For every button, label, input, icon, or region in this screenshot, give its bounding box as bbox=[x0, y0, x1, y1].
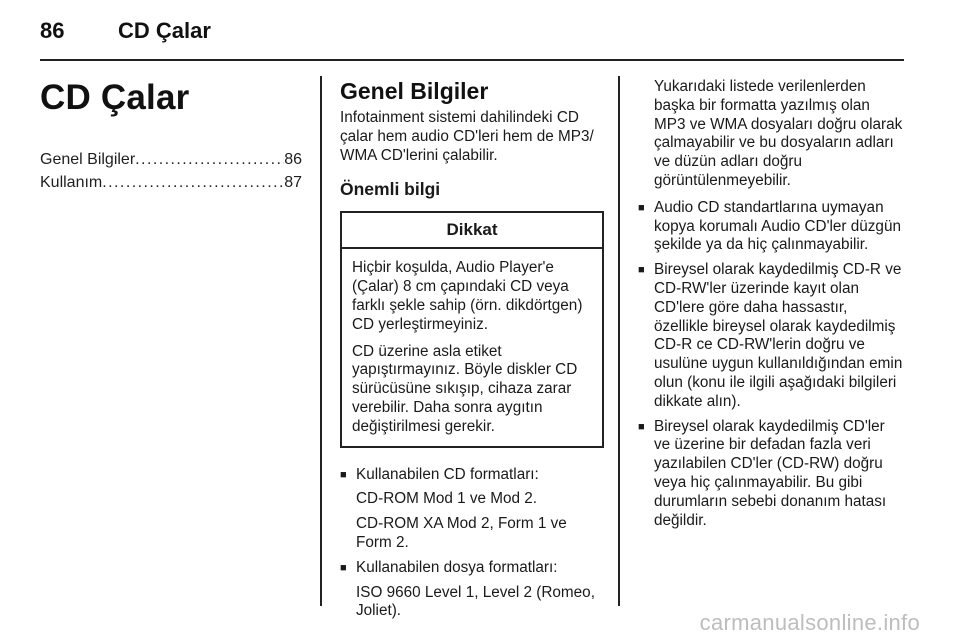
chapter-title: CD Çalar bbox=[40, 78, 190, 117]
bullet-icon: ■ bbox=[638, 201, 645, 214]
warning-body bbox=[342, 249, 602, 445]
list-subitem: ISO 9660 Level 1, Level 2 (Romeo, Joliet). bbox=[356, 583, 595, 620]
right-column bbox=[638, 78, 904, 536]
list-item-text: Kullanabilen CD formatları: bbox=[356, 465, 539, 483]
list-item bbox=[638, 199, 904, 255]
list-item bbox=[340, 559, 604, 578]
bullet-icon: ■ bbox=[340, 561, 347, 574]
warning-box bbox=[340, 211, 604, 447]
running-title: CD Çalar bbox=[118, 18, 211, 43]
toc-column bbox=[40, 78, 302, 194]
toc-entry[interactable] bbox=[40, 171, 302, 194]
toc-entry-label: Genel Bilgiler bbox=[40, 151, 136, 168]
toc-entry-page: 87 bbox=[284, 174, 302, 191]
toc-entry-page: 86 bbox=[284, 151, 302, 168]
format-note-paragraph: Yukarıdaki listede verilenlerden başka bir formatta yazılmış olan MP3 ve WMA dosyaları doğru olarak çalmayabilir ve bu dosyaların adları ve düzün adları doğru görüntülenmeyebilir. bbox=[654, 78, 903, 189]
list-item-text: Audio CD standartlarına uymayan kopya korumalı Audio CD'ler düzgün şekilde ya da hiç çalınmayabilir. bbox=[654, 198, 901, 254]
watermark: carmanualsonline.info bbox=[699, 610, 920, 635]
warning-paragraph: Hiçbir koşulda, Audio Player'e (Çalar) 8 cm çapındaki CD veya farklı şekle sahip (örn. dikdörtgen) CD yerleştirmeyiniz. bbox=[352, 259, 583, 333]
subheading: Önemli bilgi bbox=[340, 179, 441, 200]
list-subitem: CD-ROM Mod 1 ve Mod 2. bbox=[356, 490, 538, 508]
page-header bbox=[40, 18, 211, 44]
main-column bbox=[340, 78, 604, 627]
bullet-icon: ■ bbox=[638, 264, 645, 277]
list-item-text: Kullanabilen dosya formatları: bbox=[356, 558, 558, 576]
intro-paragraph: Infotainment sistemi dahilindeki CD çalar hem audio CD'leri hem de MP3/ WMA CD'lerini çalabilir. bbox=[340, 109, 594, 164]
list-item bbox=[638, 418, 904, 531]
warning-paragraph: CD üzerine asla etiket yapıştırmayınız. Böyle diskler CD sürücüsüne sıkışıp, cihaza zarar verebilir. Daha sonra aygıtın değiştirilmesi gerekir. bbox=[352, 342, 578, 435]
list-item bbox=[638, 261, 904, 411]
list-item-text: Bireysel olarak kaydedilmiş CD'ler ve üzerine bir defadan fazla veri yazılabilen CD'ler (CD-RW) doğru veya hiç çalınmayabilir. Bu gibi durumların sebebi donanım hatası değildir. bbox=[654, 417, 887, 529]
header-divider bbox=[40, 59, 904, 61]
toc-entry[interactable] bbox=[40, 148, 302, 171]
toc-leader-dots bbox=[135, 148, 284, 171]
list-item bbox=[340, 466, 604, 485]
list-subitem: CD-ROM XA Mod 2, Form 1 ve Form 2. bbox=[356, 515, 567, 551]
toc-leader-dots bbox=[102, 171, 284, 194]
page-number: 86 bbox=[40, 18, 65, 43]
column-divider-right bbox=[618, 76, 620, 606]
section-title: Genel Bilgiler bbox=[340, 78, 489, 104]
column-divider-left bbox=[320, 76, 322, 606]
list-item-text: Bireysel olarak kaydedilmiş CD-R ve CD-RW'ler üzerinde kayıt olan CD'lere göre daha hassastır, özellikle bireysel olarak kaydedilmiş CD-R ce CD-RW'lerin doğru ve usulüne uygun kullanıldığından emin olun (konu ile ilgili aşağıdaki bilgileri dikkate alın). bbox=[654, 261, 903, 410]
warning-title: Dikkat bbox=[342, 213, 602, 249]
toc-entry-label: Kullanım bbox=[40, 174, 103, 191]
bullet-icon: ■ bbox=[340, 468, 347, 481]
bullet-icon: ■ bbox=[638, 420, 645, 433]
